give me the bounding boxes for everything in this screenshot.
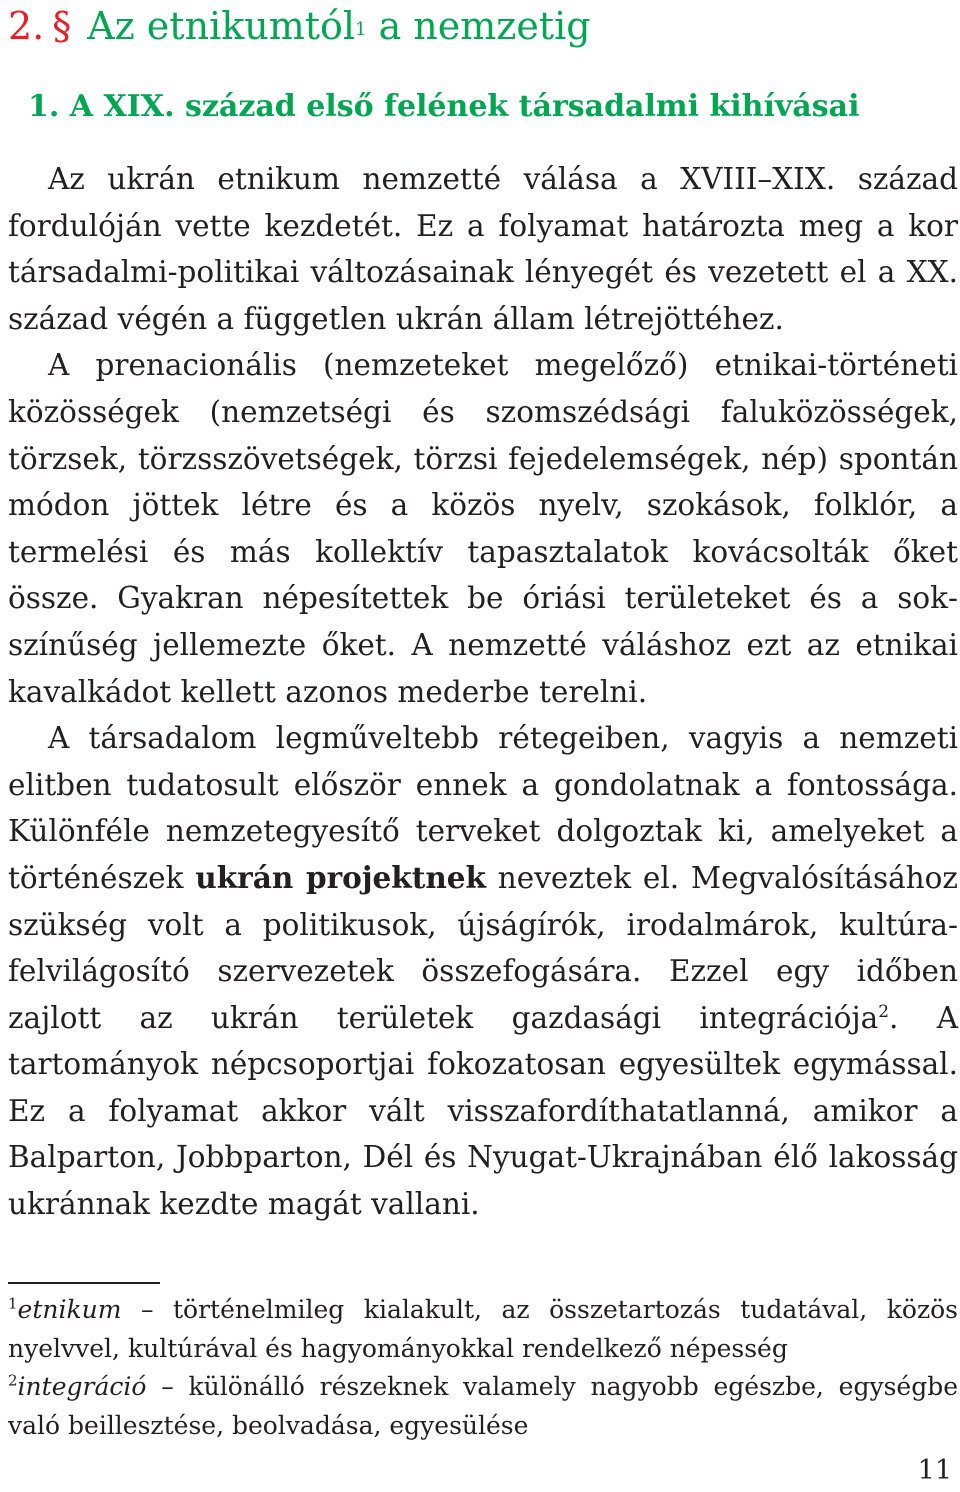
- footnote-2-marker: 2: [8, 1371, 18, 1390]
- chapter-title-end: a nemzetig: [366, 4, 591, 48]
- footnote-ref-1[interactable]: 1: [355, 19, 367, 40]
- paragraph-3-part-b: neveztek el. Megvalósításához szükség volt a politikusok, újságírók, irodalmárok, kultúra-felvilágosító szervezetek összefogására. Ezzel egy időben zajlott az ukrán területek gazdasági integrációja: [8, 860, 958, 1035]
- paragraph-3: [8, 715, 958, 1228]
- paragraph-3-part-c: . A tartományok népcsoportjai fokozatosan egyesültek egymással. Ez a folyamat akkor vált visszafordíthatatlanná, amikor a Balparton, Jobbparton, Dél és Nyugat-Ukrajnában élő lakosság ukránnak kezdte magát vallani.: [8, 1000, 958, 1222]
- chapter-title: [8, 0, 591, 52]
- chapter-number: 2.: [8, 4, 45, 48]
- paragraph-1: Az ukrán etnikum nemzetté válása a XVIII–XIX. század fordulóján vette kezdetét. Ez a folyamat határozta meg a kor társadalmi-politikai változásainak lényegét és vezetett el a XX. század végén a független ukrán állam létrejöttéhez.: [8, 162, 958, 336]
- footnote-1-term: etnikum: [17, 1295, 122, 1324]
- footnote-ref-2[interactable]: 2: [878, 1001, 890, 1022]
- section-title: 1. A XIX. század első felének társadalmi kihívásai: [28, 89, 860, 124]
- section-mark: §: [52, 4, 72, 48]
- footnotes: [8, 1291, 958, 1445]
- chapter-title-text: Az etnikumtól: [87, 4, 356, 48]
- footnote-1-marker: 1: [8, 1294, 18, 1313]
- body-text: [8, 156, 958, 1228]
- paragraph-3-part-a: A társadalom legműveltebb rétegeiben, vagyis a nemzeti elitben tudatosult először ennek a gondolatnak a fontossága. Különféle nemzetegyesítő terveket dolgoztak ki, amelyeket a történészek: [8, 721, 958, 895]
- footnote-divider: [8, 1282, 160, 1284]
- footnote-1: [8, 1291, 958, 1368]
- paragraph-2: A prenacionális (nemzeteket megelőző) etnikai-történeti közösségek (nemzetségi és szomszédsági faluközösségek, törzsek, törzsszövetségek, törzsi fejedelemségek, nép) spontán módon jöttek létre és a közös nyelv, szokások, folklór, a termelési és más kollektív tapasztalatok kovácsolták őket össze. Gyakran népesítettek be óriási területeket és a sokszínűség jellemezte őket. A nemzetté váláshoz ezt az etnikai kavalkádot kellett azonos mederbe terelni.: [8, 348, 958, 709]
- footnote-2-text: – különálló részeknek valamely nagyobb egészbe, egységbe való beillesztése, beolvadása, egyesülése: [8, 1372, 958, 1440]
- footnote-2: [8, 1368, 958, 1445]
- ukrainian-project-term: ukrán projektnek: [195, 859, 486, 895]
- footnote-1-text: – történelmileg kialakult, az összetartozás tudatával, közös nyelvvel, kultúrával és hagyományokkal rendelkező népesség: [8, 1295, 958, 1363]
- page-number: 11: [917, 1455, 952, 1486]
- footnote-2-term: integráció: [17, 1372, 147, 1401]
